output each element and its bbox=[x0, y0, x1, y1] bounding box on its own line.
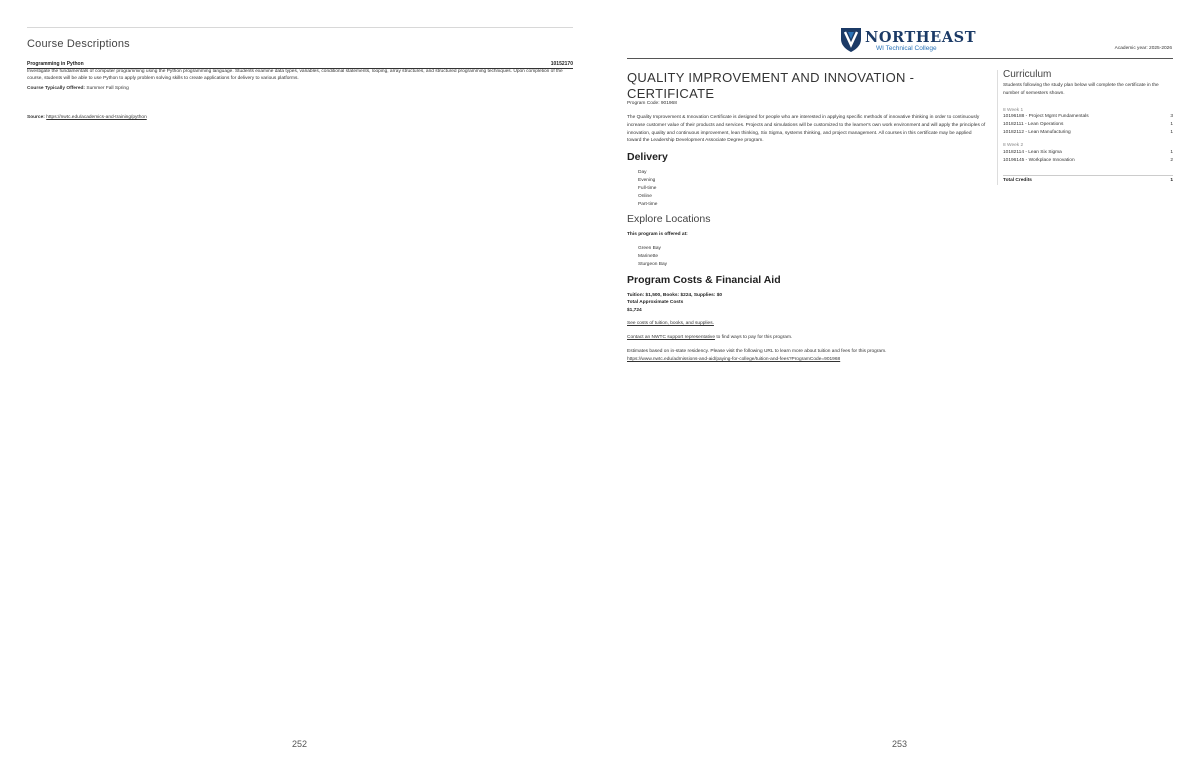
total-divider bbox=[1003, 175, 1173, 176]
curriculum-credits: 3 bbox=[1170, 114, 1173, 119]
estimate-text: Estimates based on in-state residency. Please visit the following URL to learn more about tuition and fees for this program. bbox=[627, 349, 887, 354]
list-item: Marinette bbox=[638, 254, 658, 259]
term-label: 8 Week 2 bbox=[1003, 143, 1024, 148]
costs-link[interactable]: See costs of tuition, books, and supplies. bbox=[627, 321, 714, 326]
locations-heading: Explore Locations bbox=[627, 213, 711, 225]
page-number: 253 bbox=[892, 739, 908, 749]
course-header bbox=[27, 61, 573, 69]
delivery-heading: Delivery bbox=[627, 151, 668, 163]
costs-heading: Program Costs & Financial Aid bbox=[627, 274, 781, 286]
total-costs-value: $1,724 bbox=[627, 308, 642, 313]
curriculum-credits: 1 bbox=[1170, 130, 1173, 135]
curriculum-course: 10182112 - Lean Manufacturing bbox=[1003, 130, 1071, 135]
list-item: Sturgeon Bay bbox=[638, 262, 668, 267]
tuition-url-link[interactable]: https://www.nwtc.edu/admissions-and-aid/paying-for-college/tuition-and-fees?ProgramCode=901968 bbox=[627, 356, 841, 362]
total-credits-row bbox=[1003, 178, 1173, 183]
course-offered-label: Course Typically Offered: bbox=[27, 86, 86, 91]
list-item: Evening bbox=[638, 178, 656, 183]
curriculum-credits: 1 bbox=[1170, 122, 1173, 127]
total-costs-label: Total Approximate Costs bbox=[627, 300, 684, 305]
curriculum-row bbox=[1003, 130, 1173, 135]
curriculum-intro: Students following the study plan below will complete the certificate in the number of semesters shown. bbox=[1003, 83, 1159, 96]
top-divider bbox=[27, 27, 573, 28]
college-logo bbox=[840, 27, 977, 55]
curriculum-credits: 2 bbox=[1170, 158, 1173, 163]
shield-logo-icon bbox=[840, 27, 862, 53]
cost-breakdown: Tuition: $1,500, Books: $224, Supplies: $0 bbox=[627, 293, 723, 298]
list-item: Day bbox=[638, 170, 647, 175]
locations-list bbox=[638, 245, 667, 269]
term-label: 8 Week 1 bbox=[1003, 108, 1024, 113]
header-divider bbox=[627, 58, 1173, 59]
course-code: 10152170 bbox=[550, 61, 573, 67]
list-item: Full-time bbox=[638, 186, 657, 191]
source-link[interactable]: https://nwtc.edu/academics-and-training/python bbox=[46, 115, 147, 120]
curriculum-heading: Curriculum bbox=[1003, 69, 1052, 80]
program-description: The Quality Improvement & Innovation Certificate is designed for people who are interested in applying specific methods of innovative thinking in order to continuously increase customer value of their products and services. Projects and simulations will be customized to the learner's own work environment and will apply the principles of innovation, quality and continuous improvement, lean thinking, Six Sigma, systems thinking, and project management. All courses in this certificate may be applied toward the Leadership Development Associate Degree program. bbox=[627, 115, 986, 144]
curriculum-course: 10182111 - Lean Operations bbox=[1003, 122, 1064, 127]
right-page bbox=[600, 0, 1200, 776]
list-item: Online bbox=[638, 194, 652, 199]
offered-at-label: This program is offered at: bbox=[627, 232, 688, 237]
curriculum-row bbox=[1003, 122, 1173, 127]
program-code: Program Code: 901968 bbox=[627, 101, 677, 106]
estimate-note bbox=[627, 348, 1047, 364]
page-title: Course Descriptions bbox=[27, 38, 130, 50]
course-name: Programming in Python bbox=[27, 61, 84, 67]
curriculum-row bbox=[1003, 158, 1173, 163]
list-item: Part-time bbox=[638, 202, 658, 207]
source-label: Source: bbox=[27, 115, 45, 120]
page-number: 252 bbox=[292, 739, 308, 749]
delivery-list bbox=[638, 169, 657, 209]
sidebar-divider bbox=[997, 70, 998, 185]
course-offered-value: Summer Fall Spring bbox=[86, 86, 129, 91]
total-credits-label: Total Credits bbox=[1003, 178, 1032, 183]
total-credits-value: 1 bbox=[1170, 178, 1173, 183]
source-line bbox=[27, 115, 147, 120]
curriculum-course: 10182114 - Lean Six Sigma bbox=[1003, 150, 1062, 155]
course-offered bbox=[27, 86, 129, 91]
course-description: Investigate the fundamentals of computer programming using the Python programming language. Students examine data types, variables, conditional statements, looping, array structures, and structured programming techniques. Upon completion of the course, students will be able to use Python to apply problem solving skills to create applications for delivery to various platforms. bbox=[27, 69, 563, 81]
list-item: Green Bay bbox=[638, 246, 661, 251]
curriculum-row bbox=[1003, 114, 1173, 119]
contact-link[interactable]: Contact an NWTC support representative bbox=[627, 335, 715, 340]
academic-year: Academic year: 2025-2026 bbox=[1114, 46, 1172, 51]
curriculum-course: 10196145 - Workplace Innovation bbox=[1003, 158, 1075, 163]
logo-name: NORTHEAST bbox=[865, 29, 977, 46]
program-title: QUALITY IMPROVEMENT AND INNOVATION - CERTIFICATE bbox=[627, 70, 915, 101]
curriculum-course: 10196188 - Project Mgmt Fundamentals bbox=[1003, 114, 1089, 119]
curriculum-row bbox=[1003, 150, 1173, 155]
curriculum-credits: 1 bbox=[1170, 150, 1173, 155]
contact-text: to find ways to pay for this program. bbox=[714, 335, 793, 340]
contact-line bbox=[627, 335, 792, 340]
logo-subtitle: WI Technical College bbox=[876, 45, 937, 52]
